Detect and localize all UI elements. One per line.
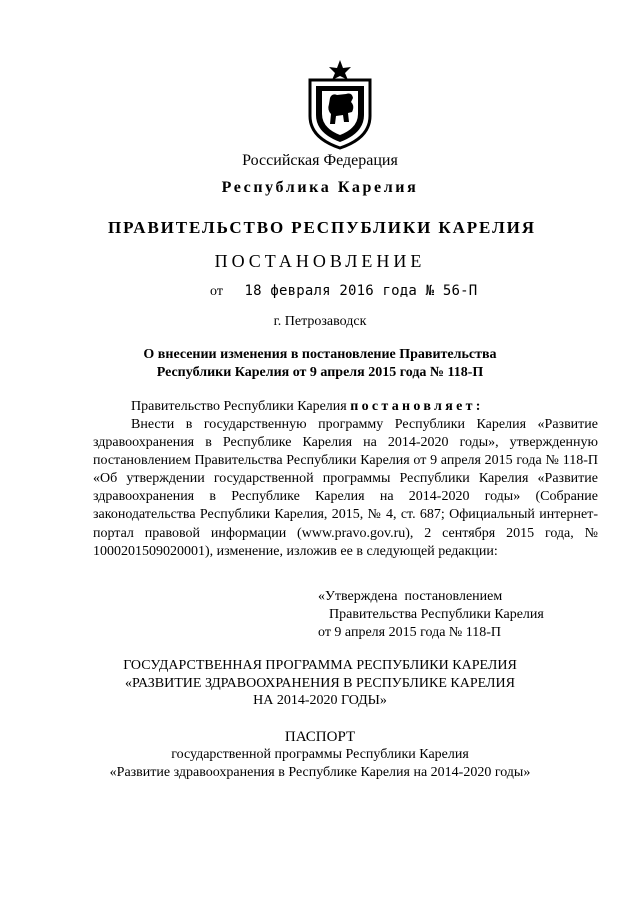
- intro-verb: постановляет:: [350, 399, 484, 414]
- karelia-coat-of-arms-icon: [302, 58, 378, 150]
- resolution-paragraph: Внести в государственную программу Республики Карелия «Развитие здравоохранения в Республике Карелия на 2014-2020 годы», утвержденную постановлением Правительства Республики Карелия от 9 апреля 2015 года № 118-П «Об утверждении государственной программы Республики Карелия «Развитие здравоохранения в Республике Карелия на 2014-2020 годы» (Собрание законодательства Республики Карелия, 2015, № 4, ст. 687; Официальный интернет-портал правовой информации (www.pravo.gov.ru), 2 сентября 2015 года, № 1000201509020001), изменение, изложив ее в следующей редакции:: [93, 417, 598, 559]
- approval-line-3: от 9 апреля 2015 года № 118-П: [318, 625, 502, 641]
- approval-stamp: [318, 588, 544, 643]
- passport-subtitle: [0, 746, 640, 781]
- program-line-1: ГОСУДАРСТВЕННАЯ ПРОГРАММА РЕСПУБЛИКИ КАРЕЛИЯ: [123, 658, 517, 673]
- country-name: Российская Федерация: [242, 152, 398, 169]
- document-subject: [0, 346, 640, 382]
- intro-subject: Правительство Республики Карелия: [131, 399, 347, 414]
- passport-title: ПАСПОРТ: [284, 729, 356, 745]
- passport-line-2: «Развитие здравоохранения в Республике Карелия на 2014-2020 годы»: [109, 764, 531, 780]
- program-line-3: НА 2014-2020 ГОДЫ»: [253, 693, 387, 708]
- program-line-2: «РАЗВИТИЕ ЗДРАВООХРАНЕНИЯ В РЕСПУБЛИКЕ КАРЕЛИЯ: [125, 675, 515, 691]
- resolution-intro: [131, 398, 601, 416]
- government-name: ПРАВИТЕЛЬСТВО РЕСПУБЛИКИ КАРЕЛИЯ: [108, 218, 536, 237]
- republic-name: Республика Карелия: [221, 179, 419, 196]
- city-name: г. Петрозаводск: [273, 314, 367, 329]
- passport-line-1: государственной программы Республики Карелия: [171, 747, 469, 762]
- date-label: от: [210, 284, 223, 299]
- subject-line-1: О внесении изменения в постановление Правительства: [143, 347, 497, 362]
- approval-line-2: Правительства Республики Карелия: [329, 607, 544, 623]
- document-date-line: [210, 283, 477, 300]
- subject-line-2: Республики Карелия от 9 апреля 2015 года № 118-П: [156, 365, 484, 380]
- date-and-number: 18 февраля 2016 года № 56-П: [244, 283, 478, 299]
- program-title: [0, 657, 640, 710]
- document-type: ПОСТАНОВЛЕНИЕ: [214, 251, 426, 271]
- approval-line-1: «Утверждена постановлением: [318, 589, 503, 604]
